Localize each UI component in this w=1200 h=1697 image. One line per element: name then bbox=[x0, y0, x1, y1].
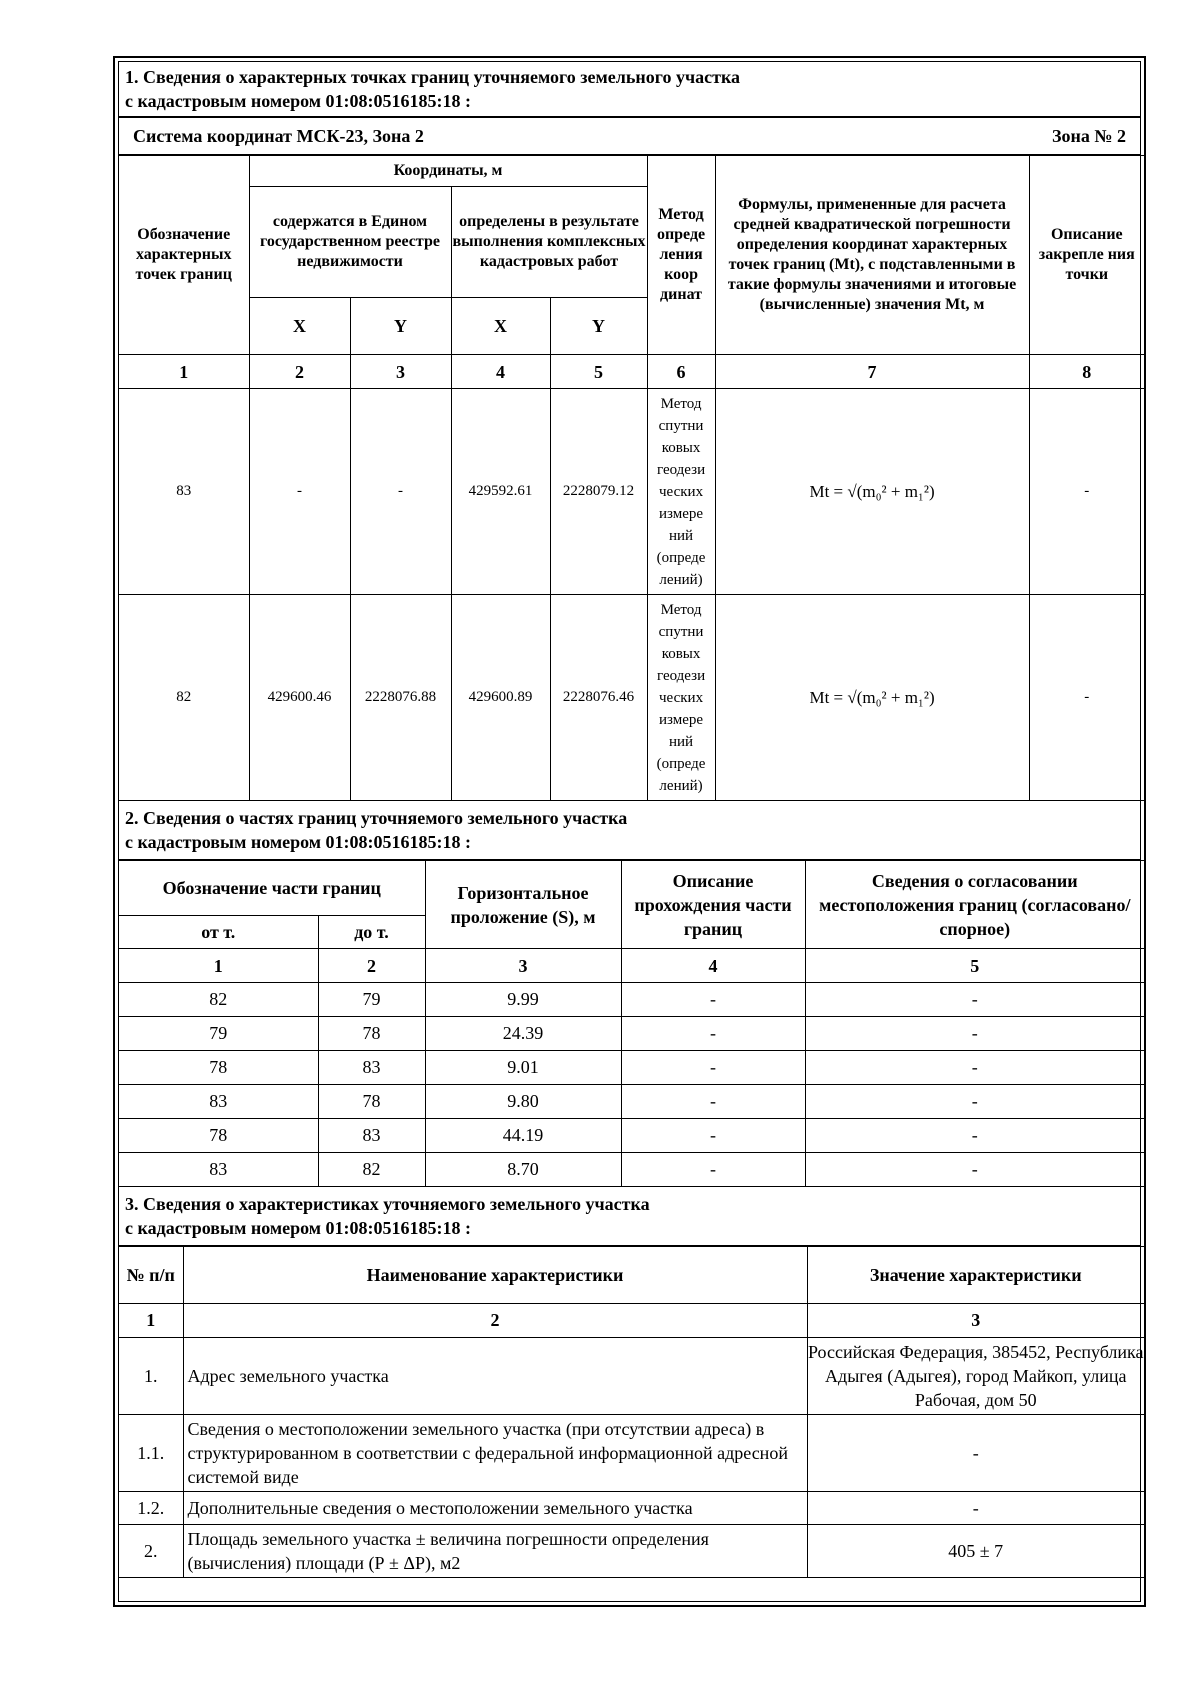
section1-title-line1: 1. Сведения о характерных точках границ уточняемого земельного участка bbox=[125, 67, 741, 87]
coord-system: Система координат МСК-23, Зона 2 bbox=[133, 126, 424, 146]
part-desc: - bbox=[621, 1119, 805, 1153]
table-row bbox=[119, 1051, 1144, 1085]
col-num-1: 1 bbox=[119, 949, 318, 983]
col-num-3: 3 bbox=[807, 1304, 1144, 1338]
x-egrn: 429600.46 bbox=[249, 595, 350, 801]
section2-title-line1: 2. Сведения о частях границ уточняемого земельного участка bbox=[125, 808, 628, 828]
document-frame bbox=[113, 56, 1146, 1607]
point-desc: - bbox=[1029, 595, 1144, 801]
length-value: 9.01 bbox=[425, 1051, 621, 1085]
col-num-8: 8 bbox=[1029, 355, 1144, 389]
th-method: Метод опреде ления коор динат bbox=[647, 156, 715, 355]
row-value: - bbox=[807, 1492, 1144, 1525]
method: Метод спутни ковых геодези ческих измере ний (опреде лений) bbox=[647, 389, 715, 595]
document-inner-frame bbox=[118, 61, 1144, 1602]
th-y-new: Y bbox=[550, 298, 647, 355]
col-num-4: 4 bbox=[621, 949, 805, 983]
table-row bbox=[119, 1525, 1144, 1578]
from-point: 79 bbox=[119, 1017, 318, 1051]
col-num-2: 2 bbox=[318, 949, 425, 983]
row-name: Сведения о местоположении земельного участка (при отсутствии адреса) в структурированном в соответствии с федеральной информационной адресной системой виде bbox=[183, 1415, 807, 1492]
row-name: Адрес земельного участка bbox=[183, 1338, 807, 1415]
col-num-6: 6 bbox=[647, 355, 715, 389]
to-point: 83 bbox=[318, 1051, 425, 1085]
th-x-egrn: X bbox=[249, 298, 350, 355]
x-egrn: - bbox=[249, 389, 350, 595]
table-row bbox=[119, 595, 1144, 801]
table-row bbox=[119, 983, 1144, 1017]
col-num-2: 2 bbox=[183, 1304, 807, 1338]
th-name: Наименование характеристики bbox=[183, 1247, 807, 1304]
formula: Mt = √(m₀² + m₁²) bbox=[715, 389, 1029, 595]
coord-system-row bbox=[119, 117, 1140, 155]
agreement: - bbox=[805, 1051, 1144, 1085]
from-point: 83 bbox=[119, 1085, 318, 1119]
section2-title bbox=[119, 801, 1140, 860]
zone-label: Зона № 2 bbox=[1052, 126, 1126, 146]
table-row bbox=[119, 1415, 1144, 1492]
th-coords: Координаты, м bbox=[249, 156, 647, 187]
row-num: 1. bbox=[119, 1338, 183, 1415]
x-new: 429592.61 bbox=[451, 389, 550, 595]
th-from: от т. bbox=[119, 916, 318, 949]
length-value: 24.39 bbox=[425, 1017, 621, 1051]
point-desc: - bbox=[1029, 389, 1144, 595]
to-point: 82 bbox=[318, 1153, 425, 1187]
from-point: 78 bbox=[119, 1051, 318, 1085]
th-num: № п/п bbox=[119, 1247, 183, 1304]
to-point: 78 bbox=[318, 1085, 425, 1119]
part-desc: - bbox=[621, 1153, 805, 1187]
col-num-4: 4 bbox=[451, 355, 550, 389]
table-row bbox=[119, 1017, 1144, 1051]
part-desc: - bbox=[621, 983, 805, 1017]
col-num-7: 7 bbox=[715, 355, 1029, 389]
length-value: 8.70 bbox=[425, 1153, 621, 1187]
y-new: 2228079.12 bbox=[550, 389, 647, 595]
from-point: 82 bbox=[119, 983, 318, 1017]
col-num-2: 2 bbox=[249, 355, 350, 389]
col-num-5: 5 bbox=[805, 949, 1144, 983]
th-formulas: Формулы, примененные для расчета средней квадратической погрешности определения координат характерных точек границ (Mt), с подставленными в такие формулы значениями и итоговые (вычисленные) значения Mt, м bbox=[715, 156, 1029, 355]
length-value: 9.80 bbox=[425, 1085, 621, 1119]
th-agreement: Сведения о согласовании местоположения границ (согласовано/спорное) bbox=[805, 861, 1144, 949]
th-value: Значение характеристики bbox=[807, 1247, 1144, 1304]
row-value: Российская Федерация, 385452, Республика Адыгея (Адыгея), город Майкоп, улица Рабочая, дом 50 bbox=[807, 1338, 1144, 1415]
th-works: определены в результате выполнения комплексных кадастровых работ bbox=[451, 187, 647, 298]
th-part-desc: Описание прохождения части границ bbox=[621, 861, 805, 949]
part-desc: - bbox=[621, 1051, 805, 1085]
th-x-new: X bbox=[451, 298, 550, 355]
y-new: 2228076.46 bbox=[550, 595, 647, 801]
th-y-egrn: Y bbox=[350, 298, 451, 355]
section3-title-line1: 3. Сведения о характеристиках уточняемого земельного участка bbox=[125, 1194, 650, 1214]
table-row bbox=[119, 1085, 1144, 1119]
agreement: - bbox=[805, 1153, 1144, 1187]
section1-title-line2: с кадастровым номером 01:08:0516185:18 : bbox=[125, 91, 472, 111]
col-num-1: 1 bbox=[119, 355, 249, 389]
x-new: 429600.89 bbox=[451, 595, 550, 801]
part-desc: - bbox=[621, 1085, 805, 1119]
to-point: 83 bbox=[318, 1119, 425, 1153]
row-num: 1.2. bbox=[119, 1492, 183, 1525]
parts-table bbox=[119, 860, 1144, 1187]
th-part: Обозначение части границ bbox=[119, 861, 425, 916]
to-point: 78 bbox=[318, 1017, 425, 1051]
to-point: 79 bbox=[318, 983, 425, 1017]
from-point: 83 bbox=[119, 1153, 318, 1187]
agreement: - bbox=[805, 1017, 1144, 1051]
th-to: до т. bbox=[318, 916, 425, 949]
row-value: 405 ± 7 bbox=[807, 1525, 1144, 1578]
section3-title-line2: с кадастровым номером 01:08:0516185:18 : bbox=[125, 1218, 472, 1238]
th-egrn: содержатся в Едином государственном реестре недвижимости bbox=[249, 187, 451, 298]
length-value: 9.99 bbox=[425, 983, 621, 1017]
table-row bbox=[119, 1119, 1144, 1153]
table-row bbox=[119, 1492, 1144, 1525]
row-name: Площадь земельного участка ± величина погрешности определения (вычисления) площади (Р ± ΔР), м2 bbox=[183, 1525, 807, 1578]
th-length: Горизонтальное проложение (S), м bbox=[425, 861, 621, 949]
col-num-5: 5 bbox=[550, 355, 647, 389]
characteristics-table bbox=[119, 1246, 1144, 1578]
section3-title bbox=[119, 1187, 1140, 1246]
table-row bbox=[119, 1338, 1144, 1415]
row-value: - bbox=[807, 1415, 1144, 1492]
part-desc: - bbox=[621, 1017, 805, 1051]
agreement: - bbox=[805, 1085, 1144, 1119]
table-row bbox=[119, 1153, 1144, 1187]
col-num-3: 3 bbox=[425, 949, 621, 983]
table-row bbox=[119, 389, 1144, 595]
row-num: 1.1. bbox=[119, 1415, 183, 1492]
th-point: Обозначение характерных точек границ bbox=[119, 156, 249, 355]
point-id: 82 bbox=[119, 595, 249, 801]
points-table bbox=[119, 155, 1144, 801]
row-name: Дополнительные сведения о местоположении земельного участка bbox=[183, 1492, 807, 1525]
row-num: 2. bbox=[119, 1525, 183, 1578]
section2-title-line2: с кадастровым номером 01:08:0516185:18 : bbox=[125, 832, 472, 852]
from-point: 78 bbox=[119, 1119, 318, 1153]
th-description: Описание закрепле ния точки bbox=[1029, 156, 1144, 355]
formula: Mt = √(m₀² + m₁²) bbox=[715, 595, 1029, 801]
y-egrn: 2228076.88 bbox=[350, 595, 451, 801]
section1-title bbox=[119, 62, 1140, 117]
point-id: 83 bbox=[119, 389, 249, 595]
agreement: - bbox=[805, 983, 1144, 1017]
agreement: - bbox=[805, 1119, 1144, 1153]
col-num-3: 3 bbox=[350, 355, 451, 389]
y-egrn: - bbox=[350, 389, 451, 595]
method: Метод спутни ковых геодези ческих измере ний (опреде лений) bbox=[647, 595, 715, 801]
length-value: 44.19 bbox=[425, 1119, 621, 1153]
col-num-1: 1 bbox=[119, 1304, 183, 1338]
